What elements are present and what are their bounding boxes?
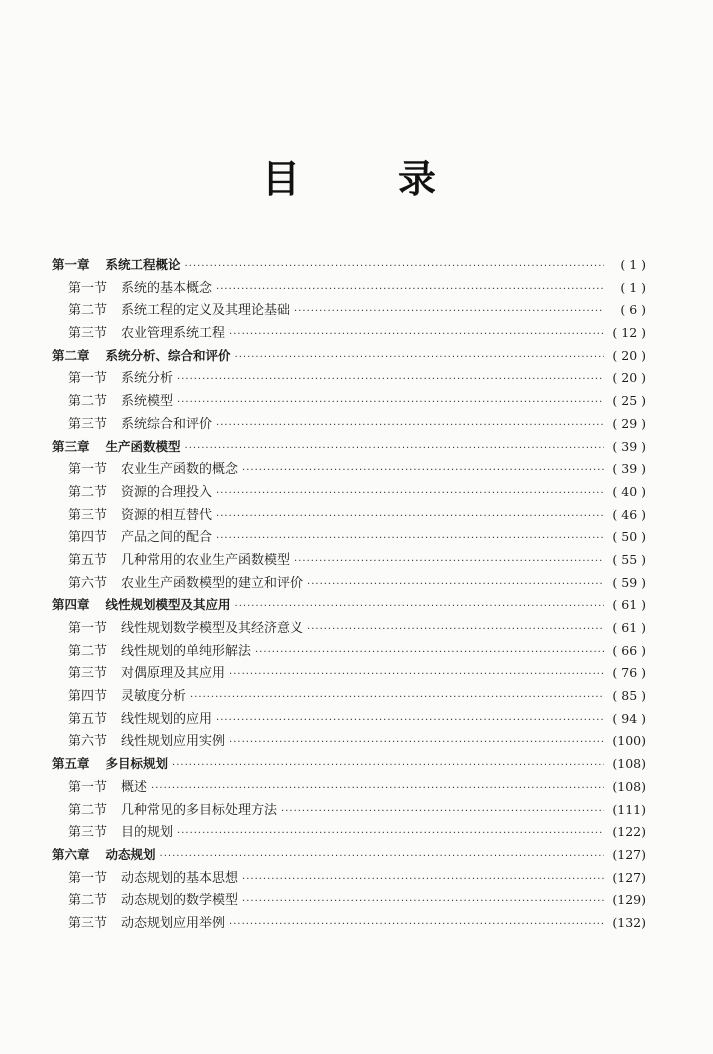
dot-leader	[185, 256, 604, 279]
section-title: 动态规划的数学模型	[121, 893, 239, 909]
section-title: 系统工程的定义及其理论基础	[121, 303, 291, 319]
dot-leader	[307, 574, 604, 597]
page-number: ( 50 )	[612, 529, 646, 545]
page-number: ( 20 )	[612, 370, 646, 386]
section-number: 第四节	[68, 530, 108, 546]
dot-leader	[294, 301, 604, 324]
page-number: ( 25 )	[612, 393, 646, 409]
section-number: 第五节	[68, 711, 108, 727]
title-char-2: 录	[398, 157, 437, 201]
section-number: 第三节	[68, 326, 108, 342]
section-title: 线性规划的单纯形解法	[121, 643, 252, 659]
section-title: 线性规划应用实例	[121, 734, 226, 750]
section-title: 几种常见的多目标处理方法	[121, 802, 278, 818]
chapter-title: 多目标规划	[105, 756, 169, 772]
toc-section-row	[52, 526, 646, 549]
page-number: ( 46 )	[612, 506, 646, 522]
page-number: (122)	[612, 824, 646, 840]
section-number: 第六节	[68, 734, 108, 750]
page-number: ( 61 )	[612, 597, 646, 613]
section-number: 第三节	[68, 915, 108, 931]
dot-leader	[242, 891, 604, 914]
section-title: 资源的合理投入	[121, 484, 213, 500]
dot-leader	[216, 710, 604, 733]
chapter-title: 生产函数模型	[105, 438, 181, 454]
toc-section-row	[52, 458, 646, 481]
page-number: ( 6 )	[620, 302, 646, 318]
page-number: (129)	[612, 892, 646, 908]
chapter-number: 第四章	[52, 597, 90, 613]
dot-leader	[151, 778, 604, 801]
section-title: 资源的相互替代	[121, 507, 213, 523]
dot-leader	[229, 664, 604, 687]
page-number: ( 1 )	[620, 279, 646, 295]
page-number: ( 1 )	[620, 257, 646, 272]
section-title: 农业管理系统工程	[121, 326, 226, 342]
dot-leader	[307, 619, 604, 642]
dot-leader	[160, 846, 604, 869]
page-number: (108)	[612, 756, 646, 772]
toc-section-row	[52, 413, 646, 436]
title-char-1: 目	[262, 157, 301, 201]
dot-leader	[229, 324, 604, 347]
toc-section-row	[52, 867, 646, 890]
chapter-title: 系统工程概论	[105, 257, 181, 272]
section-title: 系统的基本概念	[121, 280, 213, 296]
toc-section-row	[52, 821, 646, 844]
page-number: ( 85 )	[612, 688, 646, 704]
dot-leader	[216, 415, 604, 438]
section-number: 第二节	[68, 893, 108, 909]
toc-chapter-row	[52, 345, 646, 368]
toc-section-row	[52, 277, 646, 300]
toc-chapter-row	[52, 254, 646, 277]
toc-section-row	[52, 572, 646, 595]
section-number: 第五节	[68, 552, 108, 568]
section-number: 第一节	[68, 371, 108, 387]
page-number: ( 39 )	[612, 461, 646, 477]
section-title: 动态规划的基本思想	[121, 870, 239, 886]
section-title: 系统综合和评价	[121, 416, 213, 432]
page-number: (132)	[612, 914, 646, 930]
section-number: 第三节	[68, 666, 108, 682]
section-title: 农业生产函数模型的建立和评价	[121, 575, 304, 591]
chapter-title: 动态规划	[105, 846, 156, 862]
page-number: ( 39 )	[612, 438, 646, 454]
dot-leader	[216, 279, 604, 302]
toc-chapter-row	[52, 753, 646, 776]
dot-leader	[216, 483, 604, 506]
chapter-title: 线性规划模型及其应用	[105, 597, 231, 613]
section-number: 第四节	[68, 689, 108, 705]
dot-leader	[294, 551, 604, 574]
section-title: 系统分析	[121, 371, 174, 387]
page-number: ( 55 )	[612, 551, 646, 567]
section-title: 线性规划的应用	[121, 711, 213, 727]
toc-section-row	[52, 799, 646, 822]
page-number: (127)	[612, 846, 646, 862]
toc-section-row	[52, 730, 646, 753]
toc-section-row	[52, 299, 646, 322]
section-title: 线性规划数学模型及其经济意义	[121, 621, 304, 636]
page-number: (111)	[612, 801, 646, 817]
page-number: ( 20 )	[612, 347, 646, 363]
chapter-number: 第二章	[52, 347, 90, 363]
dot-leader	[216, 506, 604, 529]
toc-section-row	[52, 685, 646, 708]
dot-leader	[235, 596, 604, 619]
toc-section-row	[52, 549, 646, 572]
toc-section-row	[52, 504, 646, 527]
toc-section-row	[52, 889, 646, 912]
section-number: 第二节	[68, 394, 108, 410]
toc-chapter-row	[52, 436, 646, 459]
chapter-number: 第三章	[52, 438, 90, 454]
dot-leader	[235, 347, 604, 370]
toc-chapter-row	[52, 594, 646, 617]
section-number: 第六节	[68, 575, 108, 591]
section-number: 第三节	[68, 825, 108, 841]
toc-section-row	[52, 390, 646, 413]
section-number: 第二节	[68, 484, 108, 500]
toc-section-row	[52, 776, 646, 799]
page-number: ( 40 )	[612, 483, 646, 499]
toc-chapter-row	[52, 844, 646, 867]
dot-leader	[255, 642, 604, 665]
dot-leader	[190, 687, 604, 710]
chapter-number: 第一章	[52, 257, 90, 272]
page-number: ( 66 )	[612, 642, 646, 658]
dot-leader	[229, 732, 604, 755]
dot-leader	[216, 528, 604, 551]
toc-section-row	[52, 481, 646, 504]
section-number: 第二节	[68, 802, 108, 818]
dot-leader	[185, 438, 604, 461]
section-title: 动态规划应用举例	[121, 915, 226, 931]
section-title: 几种常用的农业生产函数模型	[121, 552, 291, 568]
dot-leader	[177, 369, 604, 392]
toc-section-row	[52, 708, 646, 731]
dot-leader	[229, 914, 604, 937]
page-number: ( 29 )	[612, 415, 646, 431]
dot-leader	[172, 755, 604, 778]
page-number: ( 94 )	[612, 710, 646, 726]
section-number: 第二节	[68, 303, 108, 319]
section-number: 第一节	[68, 462, 108, 478]
page-number: ( 12 )	[612, 325, 646, 341]
page-number: (127)	[612, 869, 646, 885]
dot-leader	[177, 392, 604, 415]
dot-leader	[281, 801, 604, 824]
toc-section-row	[52, 912, 646, 935]
dot-leader	[242, 460, 604, 483]
toc-section-row	[52, 640, 646, 663]
chapter-number: 第五章	[52, 756, 90, 772]
chapter-number: 第六章	[52, 846, 90, 862]
toc-section-row	[52, 322, 646, 345]
page-number: (100)	[612, 733, 646, 749]
page-number: ( 61 )	[612, 620, 646, 635]
toc-section-row	[52, 662, 646, 685]
page-number: ( 76 )	[612, 665, 646, 681]
section-title: 对偶原理及其应用	[121, 666, 226, 682]
chapter-title: 系统分析、综合和评价	[105, 347, 231, 363]
section-number: 第三节	[68, 507, 108, 523]
section-title: 产品之间的配合	[121, 530, 213, 546]
table-of-contents	[52, 254, 646, 935]
section-number: 第二节	[68, 643, 108, 659]
section-title: 灵敏度分析	[121, 689, 187, 705]
dot-leader	[177, 823, 604, 846]
dot-leader	[242, 869, 604, 892]
section-number: 第一节	[68, 870, 108, 886]
toc-section-row	[52, 617, 646, 640]
section-title: 概述	[121, 779, 148, 795]
section-title: 目的规划	[121, 825, 174, 841]
section-title: 农业生产函数的概念	[121, 462, 239, 478]
section-number: 第一节	[68, 779, 108, 795]
section-title: 系统模型	[121, 394, 174, 410]
section-number: 第三节	[68, 416, 108, 432]
section-number: 第一节	[68, 280, 108, 296]
toc-section-row	[52, 367, 646, 390]
section-number: 第一节	[68, 621, 108, 636]
page-number: ( 59 )	[612, 574, 646, 590]
page-number: (108)	[612, 778, 646, 794]
